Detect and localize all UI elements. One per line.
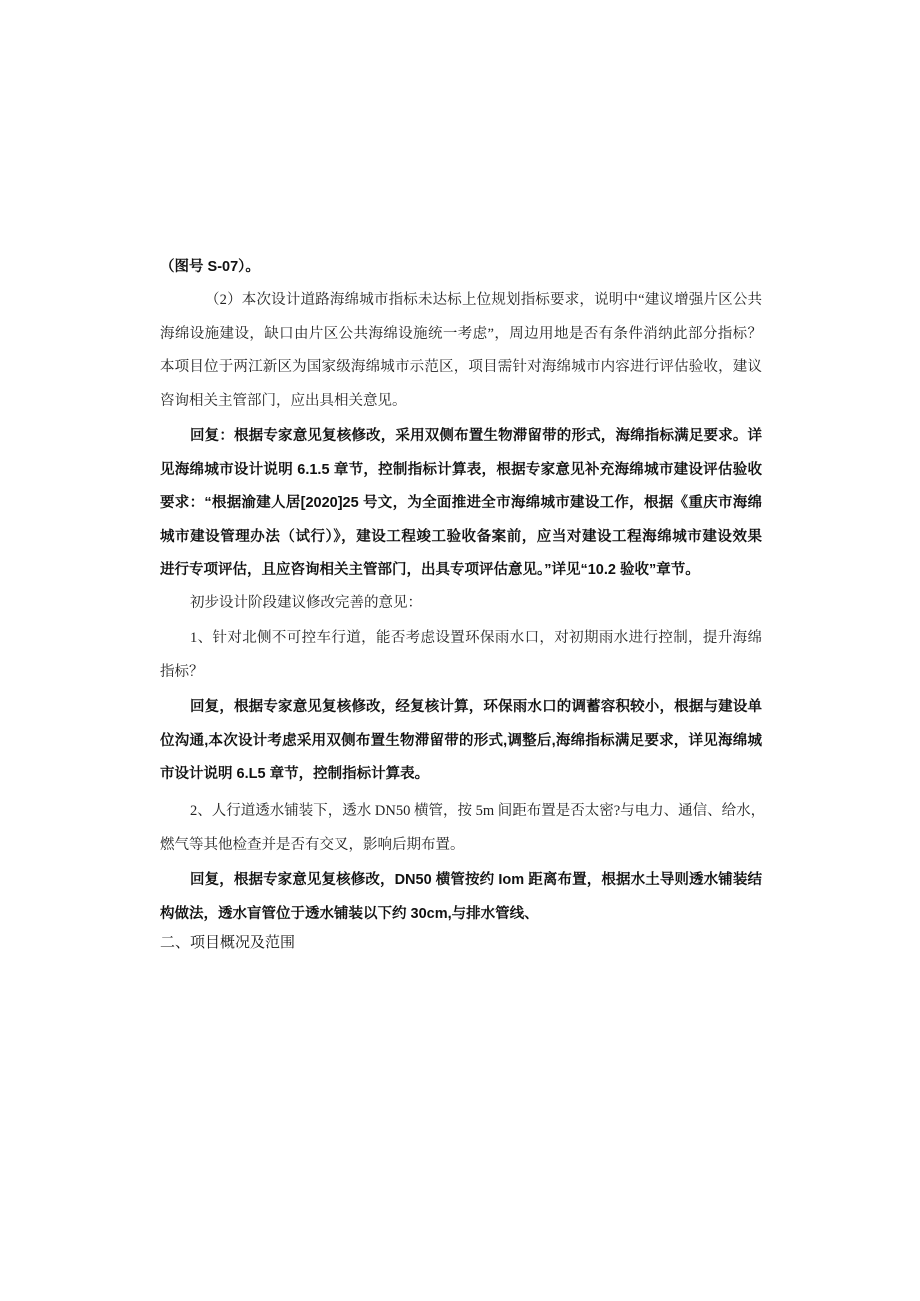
question-line: （2）本次设计道路海绵城市指标未达标上位规划指标要求，说明中“建议增强片区公共 bbox=[205, 292, 762, 308]
question-line: 燃气等其他检查并是否有交叉，影响后期布置。 bbox=[160, 836, 465, 853]
paragraph-line: （图号 S-07）。 bbox=[160, 259, 260, 275]
preliminary-item-1-reply bbox=[160, 691, 762, 792]
question-line: 咨询相关主管部门，应出具相关意见。 bbox=[160, 392, 407, 409]
section-heading bbox=[160, 926, 762, 960]
question-line: 指标？ bbox=[160, 663, 204, 680]
preliminary-item-2-question bbox=[160, 795, 766, 862]
question-line: 本项目位于两江新区为国家级海绵城市示范区，项目需针对海绵城市内容进行评估验收，建议 bbox=[160, 359, 762, 375]
question-line: 1、针对北侧不可控车行道，能否考虑设置环保雨水口，对初期雨水进行控制，提升海绵 bbox=[190, 630, 762, 646]
reply-line: 城市建设管理办法（试行）》，建设工程竣工验收备案前，应当对建设工程海绵城市建设效果 bbox=[160, 528, 762, 545]
question-line: 海绵设施建设，缺口由片区公共海绵设施统一考虑”，周边用地是否有条件消纳此部分指标？ bbox=[160, 325, 762, 342]
comment-2-question bbox=[160, 284, 762, 418]
previous-paragraph-tail bbox=[160, 251, 762, 285]
preliminary-item-2-reply bbox=[160, 864, 762, 931]
preliminary-item-1-question bbox=[160, 622, 762, 689]
reply-line: 回复，根据专家意见复核修改，DN50 横管按约 Iom 距离布置，根据水土导则透水铺装结 bbox=[190, 872, 762, 888]
reply-line: 市设计说明 6.L5 章节，控制指标计算表。 bbox=[160, 766, 430, 782]
reply-line: 回复：根据专家意见复核修改，采用双侧布置生物滞留带的形式，海绵指标满足要求。详 bbox=[190, 428, 762, 444]
reply-line: 构做法，透水盲管位于透水铺装以下约 30cm,与排水管线、 bbox=[160, 905, 539, 922]
reply-line: 回复，根据专家意见复核修改，经复核计算，环保雨水口的调蓄容积较小，根据与建设单 bbox=[190, 699, 762, 715]
question-line: 2、人行道透水铺装下，透水 DN50 横管，按 5m 间距布置是否太密?与电力、通信、给水， bbox=[190, 803, 766, 819]
reply-line: 见海绵城市设计说明 6.1.5 章节，控制指标计算表，根据专家意见补充海绵城市建设评估验收 bbox=[160, 461, 762, 478]
reply-line: 要求：“根据渝建人居[2020]25 号文，为全面推进全市海绵城市建设工作，根据《重庆市海绵 bbox=[160, 495, 762, 511]
preliminary-intro bbox=[160, 587, 762, 621]
reply-line: 进行专项评估，且应咨询相关主管部门，出具专项评估意见。”详见“10.2 验收”章节。 bbox=[160, 562, 700, 578]
section-heading-text: 二、项目概况及范围 bbox=[160, 934, 296, 951]
intro-line: 初步设计阶段建议修改完善的意见： bbox=[190, 595, 422, 611]
comment-2-reply bbox=[160, 420, 762, 588]
reply-line: 位沟通,本次设计考虑采用双侧布置生物滞留带的形式,调整后,海绵指标满足要求，详见海绵城 bbox=[160, 732, 762, 749]
